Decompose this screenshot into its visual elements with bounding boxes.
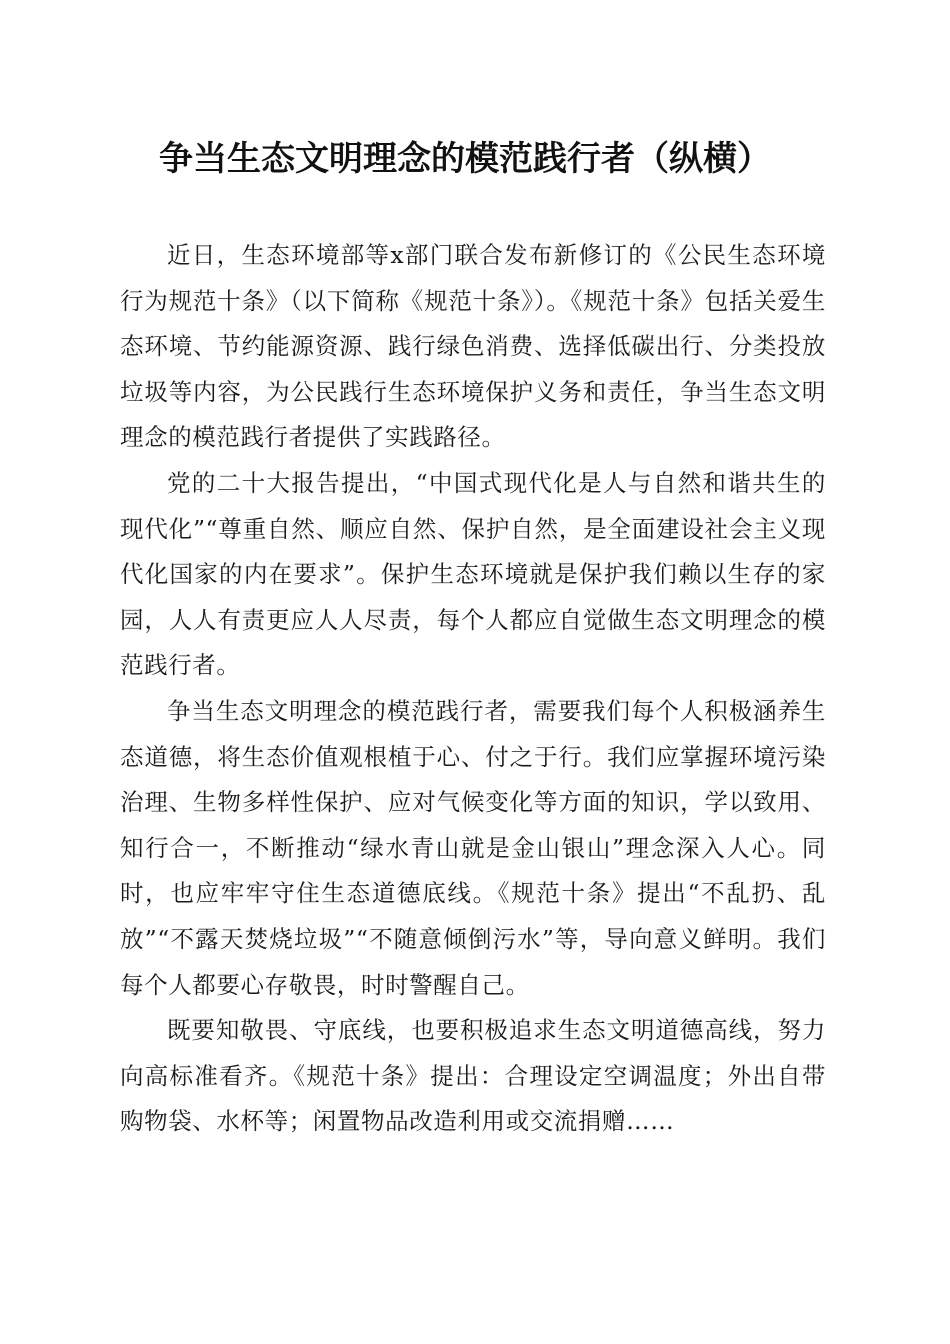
paragraph-2: 党的二十大报告提出，“中国式现代化是人与自然和谐共生的现代化”“尊重自然、顺应自然、保护自然，是全面建设社会主义现代化国家的内在要求”。保护生态环境就是保护我们赖以生存的家园，人人有责更应人人尽责，每个人都应自觉做生态文明理念的模范践行者。 [120,468,826,680]
document-title: 争当生态文明理念的模范践行者（纵横） [159,139,771,179]
paragraph-3: 争当生态文明理念的模范践行者，需要我们每个人积极涵养生态道德，将生态价值观根植于心、付之于行。我们应掌握环境污染治理、生物多样性保护、应对气候变化等方面的知识，学以致用、知行合一，不断推动“绿水青山就是金山银山”理念深入人心。同时，也应牢牢守住生态道德底线。《规范十条》提出“不乱扔、乱放”“不露天焚烧垃圾”“不随意倾倒污水”等，导向意义鲜明。我们每个人都要心存敬畏，时时警醒自己。 [120,696,826,999]
paragraph-1: 近日，生态环境部等x部门联合发布新修订的《公民生态环境行为规范十条》（以下简称《规范十条》）。《规范十条》包括关爱生态环境、节约能源资源、践行绿色消费、选择低碳出行、分类投放垃圾等内容，为公民践行生态环境保护义务和责任，争当生态文明理念的模范践行者提供了实践路径。 [120,241,826,452]
paragraph-4: 既要知敬畏、守底线，也要积极追求生态文明道德高线，努力向高标准看齐。《规范十条》提出：合理设定空调温度；外出自带购物袋、水杯等；闲置物品改造利用或交流捐赠…… [120,1016,826,1136]
document-body [120,233,826,1145]
